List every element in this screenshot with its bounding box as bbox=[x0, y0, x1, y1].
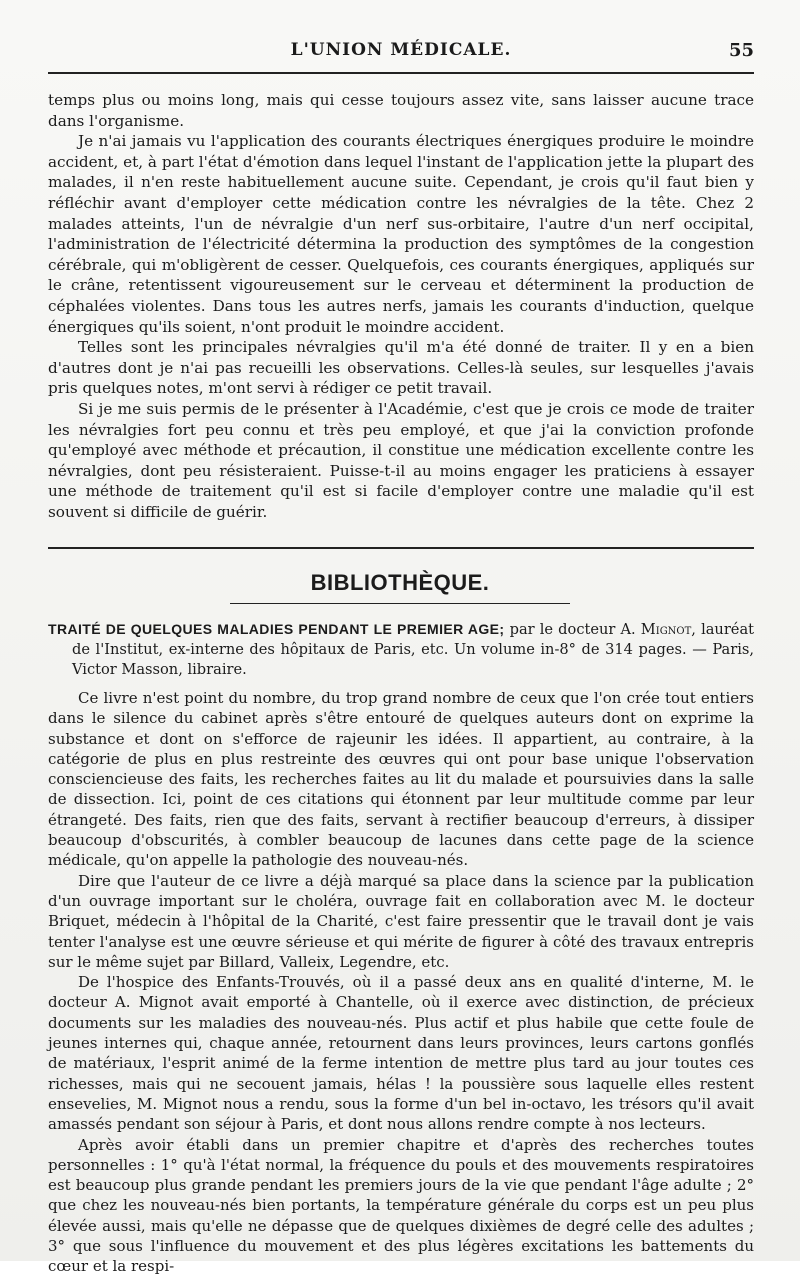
book-by: par le docteur bbox=[509, 621, 616, 638]
paragraph: Dire que l'auteur de ce livre a déjà marqué sa place dans la science par la publication d'un ouvrage important sur le choléra, ouvrage fait en collaboration avec M. le docteur Briquet, médecin à l'hôpital de la Charité, c'est faire pressentir que le travail dont je vais tenter l'analyse est une œuvre sérieuse et qui mérite de figurer à côté des travaux entrepris sur le même sujet par Billard, Valleix, Legendre, etc. bbox=[48, 871, 754, 971]
paragraph: Ce livre n'est point du nombre, du trop grand nombre de ceux que l'on crée tout entiers dans le silence du cabinet après s'être entouré de quelques auteurs dont on exprime la substance et dont on s'efforce de rajeunir les idées. Il appartient, au contraire, à la catégorie de plus en plus restreinte des œuvres qui ont pour base unique l'observation consciencieuse des faits, les recherches faites au lit du malade et poursuivies dans la salle de dissection. Ici, point de ces citations qui étonnent par leur multitude comme par leur étrangeté. Des faits, rien que des faits, servant à rectifier beaucoup d'erreurs, à dissiper beaucoup d'obscurités, à combler beaucoup de lacunes dans cette page de la science médicale, qu'on appelle la pathologie des nouveau-nés. bbox=[48, 689, 754, 870]
running-head bbox=[48, 40, 754, 70]
book-review bbox=[48, 688, 754, 1277]
paragraph: Je n'ai jamais vu l'application des courants électriques énergiques produire le moindre accident, et, à part l'état d'émotion dans lequel l'instant de l'application jette la plupart des malades, il n'en reste habituellement aucune suite. Cependant, je crois qu'il faut bien y réfléchir avant d'employer cette médication contre les névralgies de la tête. Chez 2 malades atteints, l'un de névralgie d'un nerf sus-orbitaire, l'autre d'un nerf occipital, l'administration de l'électricité détermina la production des symptômes de la congestion cérébrale, qui m'obligèrent de cesser. Quelquefois, ces courants énergiques, appliqués sur le crâne, retentissent vigoureusement sur le cerveau et déterminent la production de céphalées violentes. Dans tous les autres nerfs, jamais les courants d'induction, quelque énergiques qu'ils soient, n'ont produit le moindre accident. bbox=[48, 132, 754, 336]
journal-title: L'UNION MÉDICALE. bbox=[290, 40, 512, 60]
section-subrule bbox=[230, 603, 570, 604]
section-title: BIBLIOTHÈQUE. bbox=[310, 570, 490, 595]
book-reference bbox=[48, 619, 754, 680]
section-rule bbox=[48, 547, 754, 549]
paragraph: temps plus ou moins long, mais qui cesse toujours assez vite, sans laisser aucune trace dans l'organisme. bbox=[48, 91, 754, 130]
paragraph: Telles sont les principales névralgies qu'il m'a été donné de traiter. Il y en a bien d'autres dont je n'ai pas recueilli les observations. Celles-là seules, sur lesquelles j'avais pris quelques notes, m'ont servi à rédiger ce petit travail. bbox=[48, 338, 754, 398]
paragraph: Après avoir établi dans un premier chapitre et d'après des recherches toutes personnelles : 1° qu'à l'état normal, la fréquence du pouls et des mouvements respiratoires est beaucoup plus grande pendant les premiers jours de la vie que pendant l'âge adulte ; 2° que chez les nouveau-nés bien portants, la température générale du corps est un peu plus élevée aussi, mais qu'elle ne dépasse que de quelques dixièmes de degré celle des adultes ; 3° que sous l'influence du mouvement et des plus légères excitations les battements du cœur et la respi- bbox=[48, 1135, 754, 1276]
page-number: 55 bbox=[728, 40, 754, 61]
book-title: TRAITÉ DE QUELQUES MALADIES PENDANT LE PREMIER AGE; bbox=[48, 621, 505, 637]
header-rule bbox=[48, 72, 754, 74]
book-details: lauréat de l'Institut, ex-interne des hôpitaux de Paris, etc. Un volume in-8° de 314 pages. — Paris, Victor Masson, libraire. bbox=[72, 621, 755, 678]
book-author: A. Mignot, bbox=[620, 621, 696, 638]
article-continuation bbox=[48, 90, 754, 522]
paragraph: De l'hospice des Enfants-Trouvés, où il a passé deux ans en qualité d'interne, M. le docteur A. Mignot avait emporté à Chantelle, où il exerce avec distinction, de précieux documents sur les maladies des nouveau-nés. Plus actif et plus habile que cette foule de jeunes internes qui, chaque année, retournent dans leurs provinces, leurs cartons gonflés de matériaux, l'esprit animé de la ferme intention de mettre plus tard au jour toutes ces richesses, mais qui ne secouent jamais, hélas ! la poussière sous laquelle elles restent ensevelies, M. Mignot nous a rendu, sous la forme d'un bel in-octavo, les trésors qu'il avait amassés pendant son séjour à Paris, et dont nous allons rendre compte à nos lecteurs. bbox=[48, 973, 754, 1134]
paragraph: Si je me suis permis de le présenter à l'Académie, c'est que je crois ce mode de traiter les névralgies fort peu connu et très peu employé, et que j'ai la conviction profonde qu'employé avec méthode et précaution, il constitue une médication excellente contre les névralgies, dont peu résisteraient. Puisse-t-il au moins engager les praticiens à essayer une méthode de traitement qu'il est si facile d'employer contre une maladie qu'il est souvent si difficile de guérir. bbox=[48, 399, 754, 521]
